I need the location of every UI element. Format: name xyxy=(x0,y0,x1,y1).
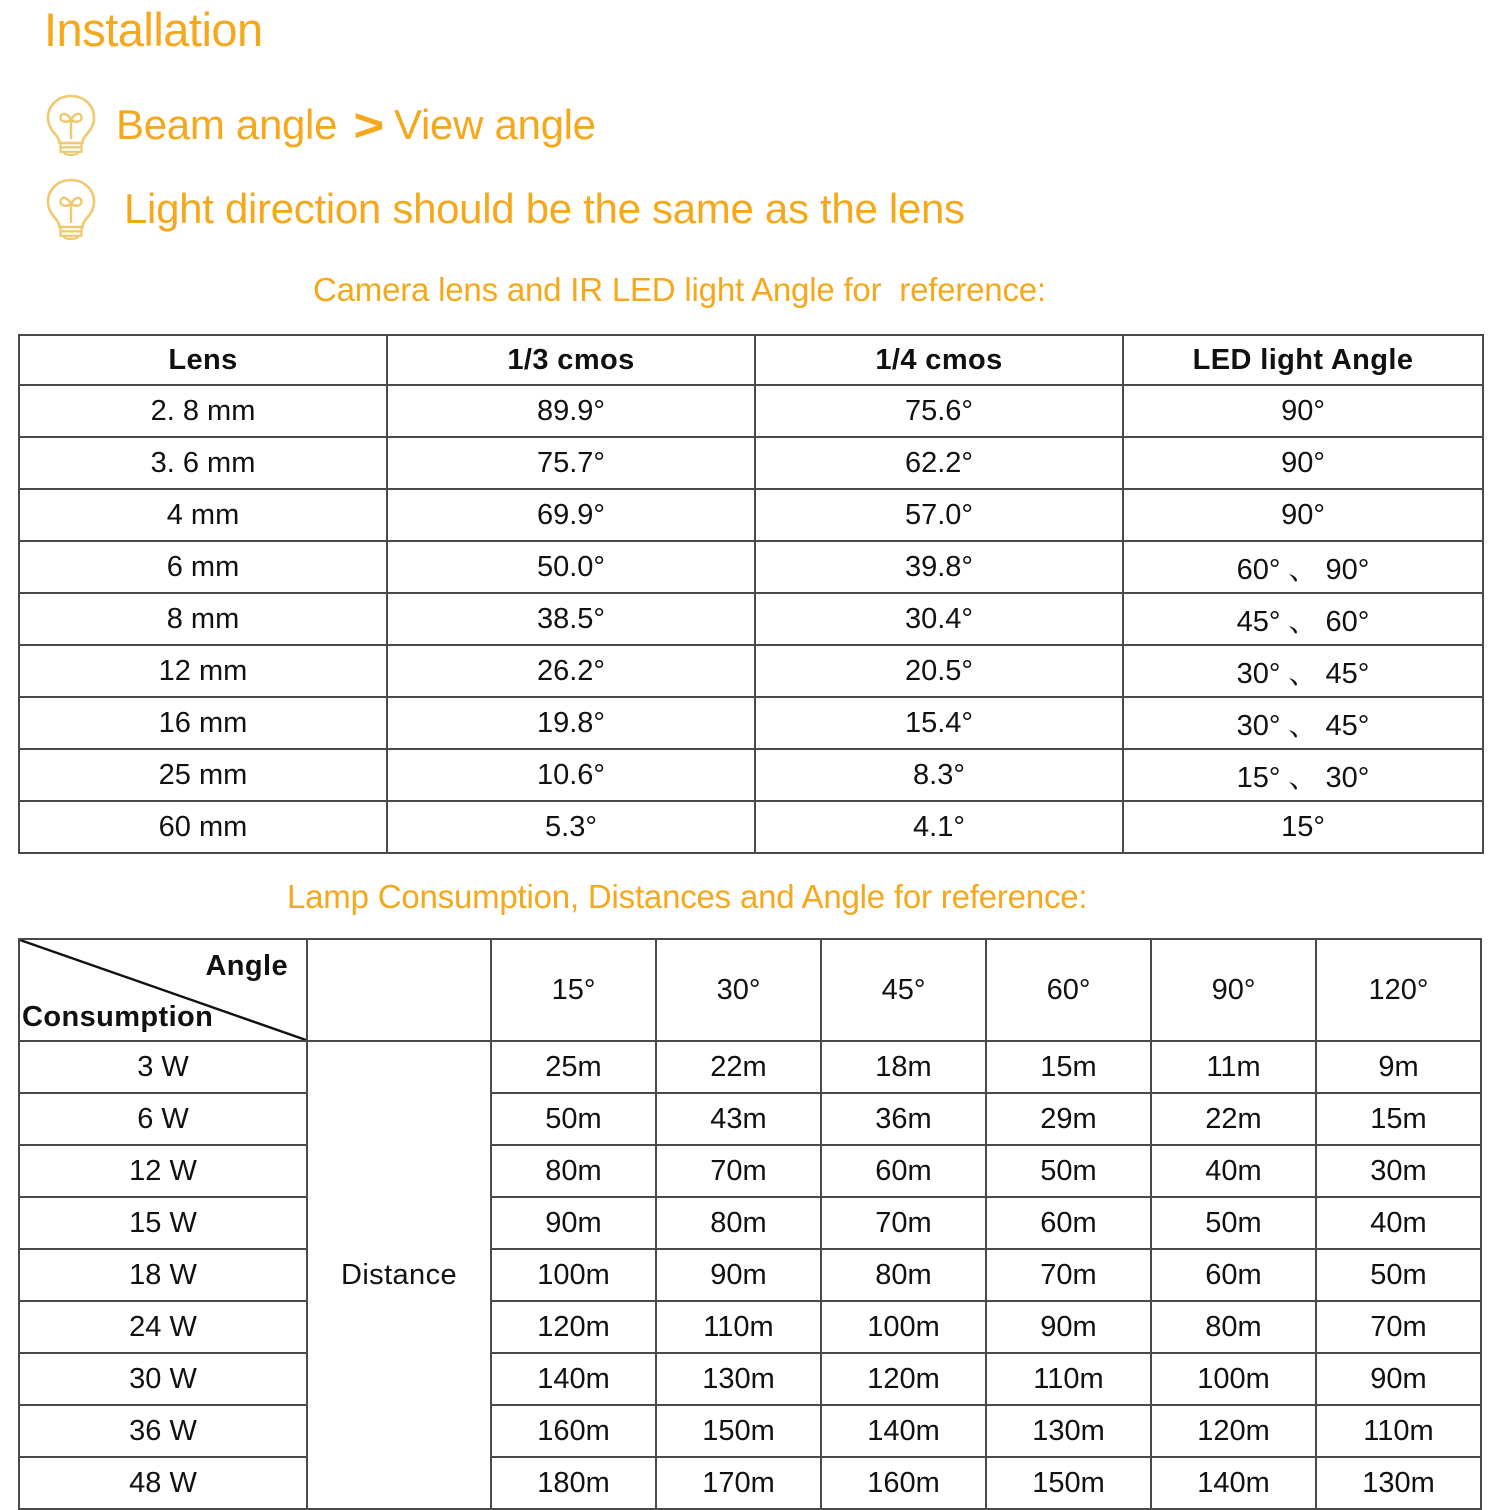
table-row xyxy=(19,593,1483,645)
cell-led: 90° xyxy=(1123,437,1483,489)
bullet-beam-angle-text-after: View angle xyxy=(394,101,596,148)
cell-distance: 120m xyxy=(1151,1405,1316,1457)
cell-cmos13: 19.8° xyxy=(387,697,755,749)
cell-cmos14: 39.8° xyxy=(755,541,1123,593)
header-spacer-cell xyxy=(307,939,491,1041)
cell-cmos13: 10.6° xyxy=(387,749,755,801)
cell-cmos14: 15.4° xyxy=(755,697,1123,749)
table-row xyxy=(19,801,1483,853)
cell-distance: 100m xyxy=(1151,1353,1316,1405)
cell-led: 15° xyxy=(1123,801,1483,853)
page-title: Installation xyxy=(44,3,263,56)
cell-distance: 170m xyxy=(656,1457,821,1509)
cell-cmos13: 38.5° xyxy=(387,593,755,645)
cell-cmos13: 69.9° xyxy=(387,489,755,541)
table-header-row xyxy=(19,939,1481,1041)
cell-cmos13: 75.7° xyxy=(387,437,755,489)
cell-lens: 60 mm xyxy=(19,801,387,853)
cell-consumption: 15 W xyxy=(19,1197,307,1249)
cell-cmos14: 57.0° xyxy=(755,489,1123,541)
cell-cmos13: 89.9° xyxy=(387,385,755,437)
cell-distance: 80m xyxy=(821,1249,986,1301)
cell-consumption: 36 W xyxy=(19,1405,307,1457)
bullet-beam-angle xyxy=(40,92,596,158)
cell-distance: 110m xyxy=(1316,1405,1481,1457)
bullet-beam-angle-text-before: Beam angle xyxy=(116,101,338,148)
cell-distance: 50m xyxy=(986,1145,1151,1197)
bullet-light-direction xyxy=(40,176,965,242)
greater-than-icon: > xyxy=(353,99,385,151)
cell-distance: 15m xyxy=(1316,1093,1481,1145)
table-row xyxy=(19,1405,1481,1457)
cell-distance: 120m xyxy=(491,1301,656,1353)
cell-distance: 60m xyxy=(821,1145,986,1197)
cell-distance: 80m xyxy=(656,1197,821,1249)
lamp-consumption-distance-table xyxy=(18,938,1482,1510)
cell-distance: 160m xyxy=(491,1405,656,1457)
header-label-angle: Angle xyxy=(205,950,288,982)
cell-distance: 70m xyxy=(821,1197,986,1249)
cell-lens: 2. 8 mm xyxy=(19,385,387,437)
cell-distance: 36m xyxy=(821,1093,986,1145)
table-row xyxy=(19,489,1483,541)
cell-consumption: 18 W xyxy=(19,1249,307,1301)
column-header-angle-15: 15° xyxy=(491,939,656,1041)
cell-distance: 11m xyxy=(1151,1041,1316,1093)
cell-distance: 9m xyxy=(1316,1041,1481,1093)
bullet-light-direction-text: Light direction should be the same as the lens xyxy=(124,185,965,232)
table-row xyxy=(19,1301,1481,1353)
cell-distance: 130m xyxy=(1316,1457,1481,1509)
cell-consumption: 3 W xyxy=(19,1041,307,1093)
cell-consumption: 48 W xyxy=(19,1457,307,1509)
column-header-led-light-angle: LED light Angle xyxy=(1123,335,1483,385)
cell-distance: 90m xyxy=(491,1197,656,1249)
cell-cmos13: 5.3° xyxy=(387,801,755,853)
cell-distance: 40m xyxy=(1316,1197,1481,1249)
cell-led: 15° 、 30° xyxy=(1123,749,1483,801)
cell-distance: 140m xyxy=(1151,1457,1316,1509)
cell-distance: 110m xyxy=(986,1353,1151,1405)
cell-cmos14: 4.1° xyxy=(755,801,1123,853)
cell-distance: 22m xyxy=(1151,1093,1316,1145)
cell-cmos14: 20.5° xyxy=(755,645,1123,697)
table-row xyxy=(19,1197,1481,1249)
cell-distance: 18m xyxy=(821,1041,986,1093)
cell-distance: 80m xyxy=(491,1145,656,1197)
cell-distance: 150m xyxy=(656,1405,821,1457)
table-row xyxy=(19,1145,1481,1197)
cell-distance: 180m xyxy=(491,1457,656,1509)
lens-table-caption: Camera lens and IR LED light Angle for reference: xyxy=(313,271,1046,308)
cell-distance: 160m xyxy=(821,1457,986,1509)
cell-distance: 120m xyxy=(821,1353,986,1405)
cell-distance: 140m xyxy=(491,1353,656,1405)
cell-distance: 130m xyxy=(656,1353,821,1405)
cell-distance: 29m xyxy=(986,1093,1151,1145)
cell-distance: 100m xyxy=(491,1249,656,1301)
cell-distance: 90m xyxy=(656,1249,821,1301)
table-header-row xyxy=(19,335,1483,385)
cell-distance: 90m xyxy=(1316,1353,1481,1405)
cell-distance: 70m xyxy=(1316,1301,1481,1353)
header-label-consumption: Consumption xyxy=(22,1001,214,1033)
cell-lens: 12 mm xyxy=(19,645,387,697)
cell-distance: 70m xyxy=(656,1145,821,1197)
cell-distance: 80m xyxy=(1151,1301,1316,1353)
cell-consumption: 24 W xyxy=(19,1301,307,1353)
cell-distance: 60m xyxy=(1151,1249,1316,1301)
table-row xyxy=(19,541,1483,593)
cell-consumption: 30 W xyxy=(19,1353,307,1405)
cell-distance: 15m xyxy=(986,1041,1151,1093)
lamp-table-caption: Lamp Consumption, Distances and Angle for reference: xyxy=(287,878,1088,915)
column-header-angle-45: 45° xyxy=(821,939,986,1041)
cell-distance: 50m xyxy=(491,1093,656,1145)
cell-led: 30° 、 45° xyxy=(1123,697,1483,749)
cell-lens: 8 mm xyxy=(19,593,387,645)
column-header-cmos-1-3: 1/3 cmos xyxy=(387,335,755,385)
lightbulb-icon xyxy=(40,92,102,158)
cell-consumption: 6 W xyxy=(19,1093,307,1145)
cell-consumption: 12 W xyxy=(19,1145,307,1197)
table-row xyxy=(19,1093,1481,1145)
cell-distance: 70m xyxy=(986,1249,1151,1301)
cell-distance: 30m xyxy=(1316,1145,1481,1197)
cell-cmos13: 26.2° xyxy=(387,645,755,697)
cell-led: 30° 、 45° xyxy=(1123,645,1483,697)
cell-cmos14: 62.2° xyxy=(755,437,1123,489)
column-header-cmos-1-4: 1/4 cmos xyxy=(755,335,1123,385)
cell-lens: 3. 6 mm xyxy=(19,437,387,489)
cell-led: 90° xyxy=(1123,385,1483,437)
cell-distance: 150m xyxy=(986,1457,1151,1509)
column-header-angle-30: 30° xyxy=(656,939,821,1041)
table-row xyxy=(19,385,1483,437)
cell-distance: 130m xyxy=(986,1405,1151,1457)
cell-distance: 60m xyxy=(986,1197,1151,1249)
cell-led: 90° xyxy=(1123,489,1483,541)
cell-distance: 100m xyxy=(821,1301,986,1353)
cell-distance: 90m xyxy=(986,1301,1151,1353)
lens-angle-table xyxy=(18,334,1484,854)
cell-distance: 40m xyxy=(1151,1145,1316,1197)
cell-lens: 25 mm xyxy=(19,749,387,801)
table-row xyxy=(19,697,1483,749)
cell-lens: 4 mm xyxy=(19,489,387,541)
cell-led: 60° 、 90° xyxy=(1123,541,1483,593)
cell-distance: 50m xyxy=(1316,1249,1481,1301)
table-row xyxy=(19,1457,1481,1509)
lightbulb-icon xyxy=(40,176,102,242)
column-header-angle-90: 90° xyxy=(1151,939,1316,1041)
cell-distance: 22m xyxy=(656,1041,821,1093)
cell-distance: 110m xyxy=(656,1301,821,1353)
table-row xyxy=(19,749,1483,801)
cell-lens: 6 mm xyxy=(19,541,387,593)
cell-distance: 50m xyxy=(1151,1197,1316,1249)
distance-merged-label: Distance xyxy=(307,1041,491,1509)
cell-cmos13: 50.0° xyxy=(387,541,755,593)
table-row xyxy=(19,645,1483,697)
table-row xyxy=(19,437,1483,489)
cell-distance: 25m xyxy=(491,1041,656,1093)
table-row xyxy=(19,1041,1481,1093)
cell-cmos14: 8.3° xyxy=(755,749,1123,801)
cell-led: 45° 、 60° xyxy=(1123,593,1483,645)
table-row xyxy=(19,1249,1481,1301)
cell-cmos14: 75.6° xyxy=(755,385,1123,437)
cell-cmos14: 30.4° xyxy=(755,593,1123,645)
cell-distance: 43m xyxy=(656,1093,821,1145)
column-header-angle-120: 120° xyxy=(1316,939,1481,1041)
cell-distance: 140m xyxy=(821,1405,986,1457)
column-header-angle-60: 60° xyxy=(986,939,1151,1041)
cell-lens: 16 mm xyxy=(19,697,387,749)
column-header-lens: Lens xyxy=(19,335,387,385)
diagonal-header-cell xyxy=(19,939,307,1041)
table-row xyxy=(19,1353,1481,1405)
